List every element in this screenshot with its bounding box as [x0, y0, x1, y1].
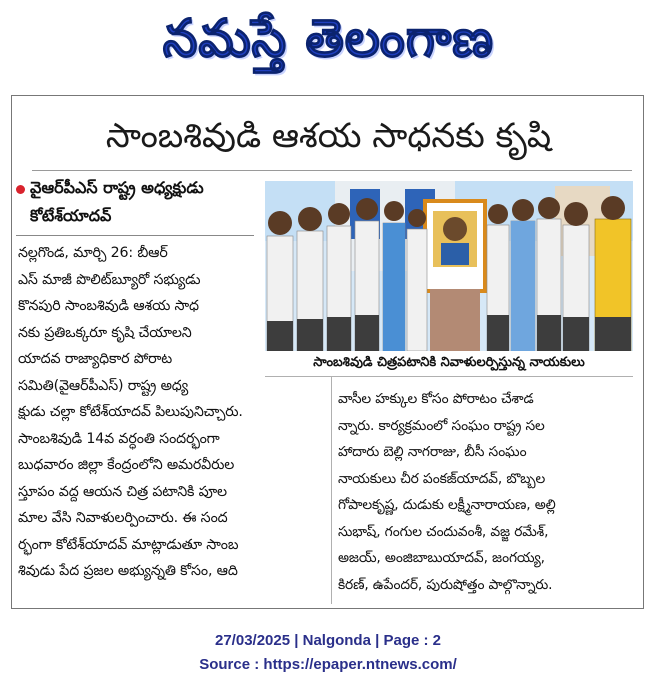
body-text-line: క్షుడు చల్లా కోటేశ్‌యాదవ్‌ పిలుపునిచ్చారు.	[18, 404, 243, 420]
body-text-line: శివుడు పేద ప్రజల అభ్యున్నతి కోసం, ఆది	[18, 563, 238, 579]
body-text-line: సుభాష్‌, గంగుల చందువంశీ, వజ్జ రమేశ్‌,	[338, 523, 549, 540]
body-text-line: సాంబశివుడి 14వ వర్ధంతి సందర్భంగా	[18, 430, 220, 447]
body-text-line: బుధవారం జిల్లా కేంద్రంలోని అమరవీరుల	[18, 457, 235, 473]
subheading-line: కోటేశ్‌యాదవ్‌	[30, 206, 112, 225]
headline-divider	[32, 170, 632, 171]
masthead	[0, 0, 656, 78]
body-text-line: యాదవ రాజ్యాధికార పోరాట	[18, 351, 173, 367]
body-text-line: నల్లగొండ, మార్చి 26: బీఆర్‌	[18, 245, 168, 261]
subheading-divider	[16, 235, 254, 236]
subheading-line: వైఆర్‌పీఎస్‌ రాష్ట్ర అధ్యక్షుడు	[30, 178, 204, 197]
publication-date-edition-page: 27/03/2025 | Nalgonda | Page : 2	[215, 632, 441, 649]
body-text-line: స్తూపం వద్ద ఆయన చిత్ర పటానికి పూల	[18, 483, 227, 500]
body-text-line: మాల వేసి నివాళులర్పించారు. ఈ సంద	[18, 510, 228, 526]
article-headline: సాంబశివుడి ఆశయ సాధనకు కృషి	[105, 116, 552, 156]
article-body-right-column	[338, 386, 641, 598]
body-text-line: సమితి(వైఆర్‌పీఎస్‌) రాష్ట్ర అధ్య	[18, 377, 189, 394]
body-text-line: కొనపురి సాంబశివుడి ఆశయ సాధ	[18, 298, 199, 314]
body-text-line: న్నారు. కార్యక్రమంలో సంఘం రాష్ట్ర సల	[338, 417, 545, 434]
photo-caption: సాంబశివుడి చిత్రపటానికి నివాళులర్పిస్తున్న నాయకులు	[313, 355, 585, 370]
body-text-line: నాయకులు చీర పంకజ్‌యాదవ్‌, బొబ్బల	[338, 470, 546, 487]
body-text-line: హాదారు బెల్లి నాగరాజు, బీసీ సంఘం	[338, 444, 527, 460]
body-text-line: వాసీల హక్కుల కోసం పోరాటం చేశాడ	[338, 391, 534, 407]
newspaper-logo: నమస్తే తెలంగాణ	[162, 9, 494, 69]
bullet-icon	[16, 185, 25, 194]
body-text-line: గోపాలకృష్ణ, దుడుకు లక్ష్మీనారాయణ, అల్లి	[338, 497, 556, 513]
article-body-left-column	[18, 240, 334, 585]
column-divider	[331, 376, 332, 604]
body-text-line: ఎస్‌ మాజీ పొలిట్‌బ్యూరో సభ్యుడు	[18, 271, 201, 288]
source-link[interactable]: Source : https://epaper.ntnews.com/	[199, 656, 457, 673]
body-text-line: నకు ప్రతిఒక్కరూ కృషి చేయాలని	[18, 324, 192, 341]
body-text-line: అజయ్‌, అంజిబాబుయాదవ్‌, జంగయ్య,	[338, 550, 545, 566]
body-text-line: కిరణ్‌, ఉపేందర్‌, పురుషోత్తం పాల్గొన్నారు.	[338, 576, 553, 593]
body-text-line: ర్భంగా కోటేశ్‌యాదవ్‌ మాట్లాడుతూ సాంబ	[18, 536, 239, 553]
news-clipping	[11, 95, 644, 609]
